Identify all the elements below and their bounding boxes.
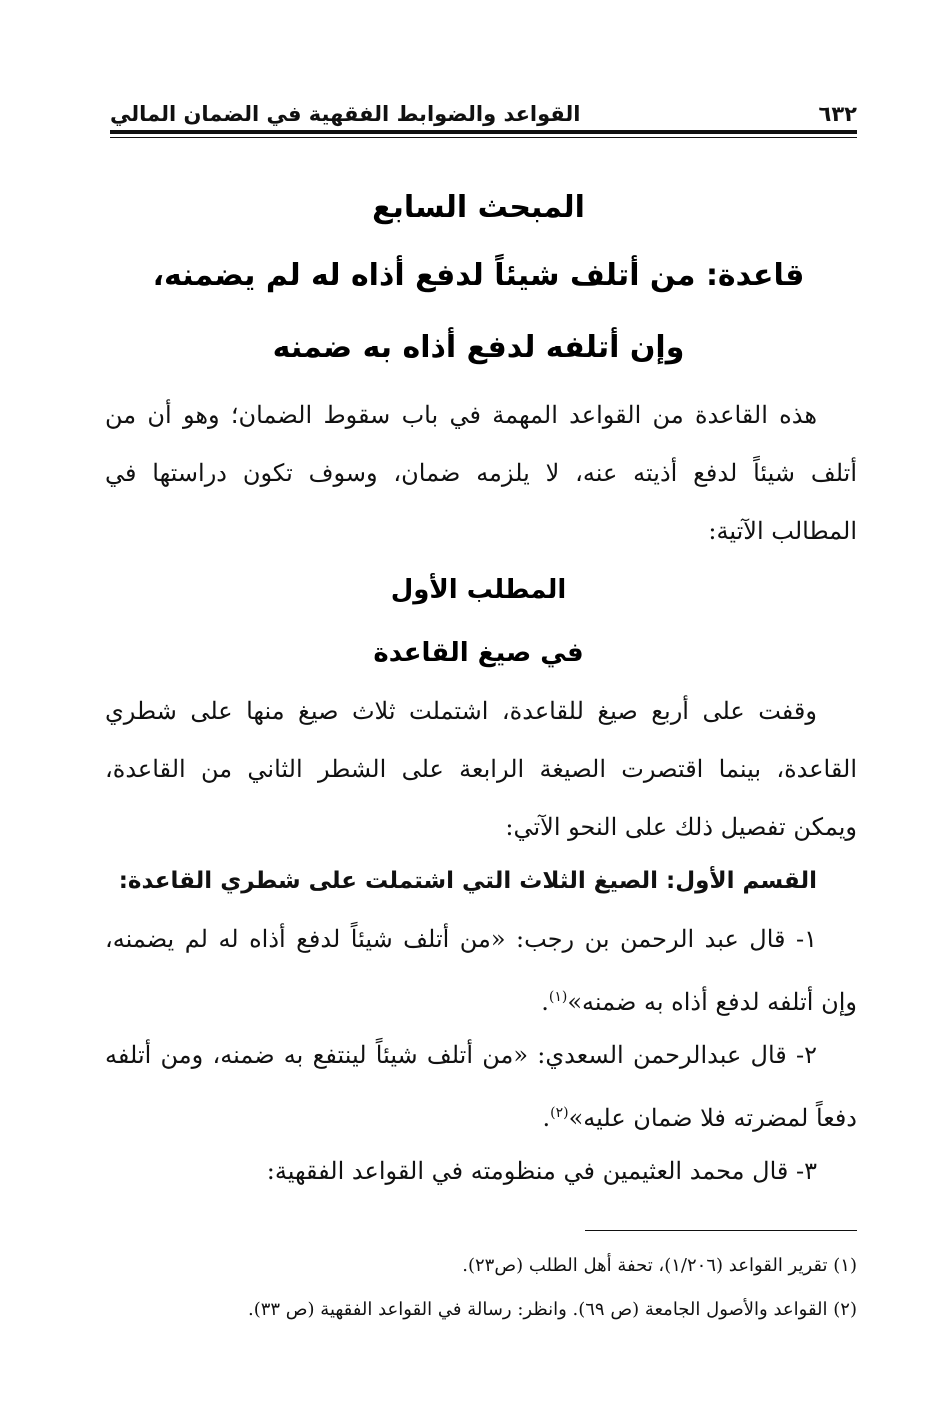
footnote-1: (١) تقرير القواعد (١/٢٠٦)، تحفة أهل الطلب (ص٢٣). bbox=[462, 1255, 857, 1276]
item-2 bbox=[105, 1026, 857, 1147]
forms-paragraph bbox=[105, 682, 857, 856]
rule-heading-line2: وإن أتلفه لدفع أذاه به ضمنه bbox=[272, 330, 685, 365]
chapter-heading: المبحث السابع bbox=[372, 190, 585, 225]
item-2-period: . bbox=[542, 1104, 551, 1132]
part-one-title: القسم الأول: الصيغ الثلاث التي اشتملت على شطري القاعدة: bbox=[118, 868, 817, 894]
item-1-period: . bbox=[541, 988, 549, 1016]
item-1 bbox=[105, 910, 857, 1031]
item-3 bbox=[105, 1142, 857, 1200]
footnote-ref-2: (٢) bbox=[550, 1105, 569, 1121]
page-number: ٦٣٢ bbox=[818, 102, 857, 126]
footnote-2: (٢) القواعد والأصول الجامعة (ص ٦٩). وانظر: رسالة في القواعد الفقهية (ص ٣٣). bbox=[247, 1299, 857, 1320]
section-heading: المطلب الأول bbox=[390, 575, 567, 605]
item-1-text: ١- قال عبد الرحمن بن رجب: «من أتلف شيئاً لدفع أذاه له لم يضمنه، وإن أتلفه لدفع أذاه به ضمنه» bbox=[105, 925, 857, 1016]
header-rule bbox=[110, 130, 857, 134]
forms-text: وقفت على أربع صيغ للقاعدة، اشتملت ثلاث صيغ منها على شطري القاعدة، بينما اقتصرت الصيغة الرابعة على الشطر الثاني من القاعدة، ويمكن تفصيل ذلك على النحو الآتي: bbox=[105, 697, 857, 841]
book-title: القواعد والضوابط الفقهية في الضمان المالي bbox=[110, 102, 581, 126]
rule-heading-line1: قاعدة: من أتلف شيئاً لدفع أذاه له لم يضمنه، bbox=[152, 258, 805, 293]
header-rule-thin bbox=[110, 137, 857, 138]
footnote-ref-1: (١) bbox=[548, 989, 568, 1005]
running-header bbox=[110, 92, 857, 126]
item-3-text: ٣- قال محمد العثيمين في منظومته في القواعد الفقهية: bbox=[266, 1157, 817, 1185]
footnote-rule bbox=[585, 1230, 857, 1231]
intro-text: هذه القاعدة من القواعد المهمة في باب سقوط الضمان؛ وهو أن من أتلف شيئاً لدفع أذيته عنه، لا يلزمه ضمان، وسوف تكون دراستها في المطالب الآتية: bbox=[105, 401, 857, 545]
item-2-text: ٢- قال عبدالرحمن السعدي: «من أتلف شيئاً لينتفع به ضمنه، ومن أتلفه دفعاً لمضرته فلا ضمان عليه» bbox=[105, 1041, 857, 1132]
section-subheading: في صيغ القاعدة bbox=[373, 638, 584, 668]
intro-paragraph bbox=[105, 386, 857, 560]
